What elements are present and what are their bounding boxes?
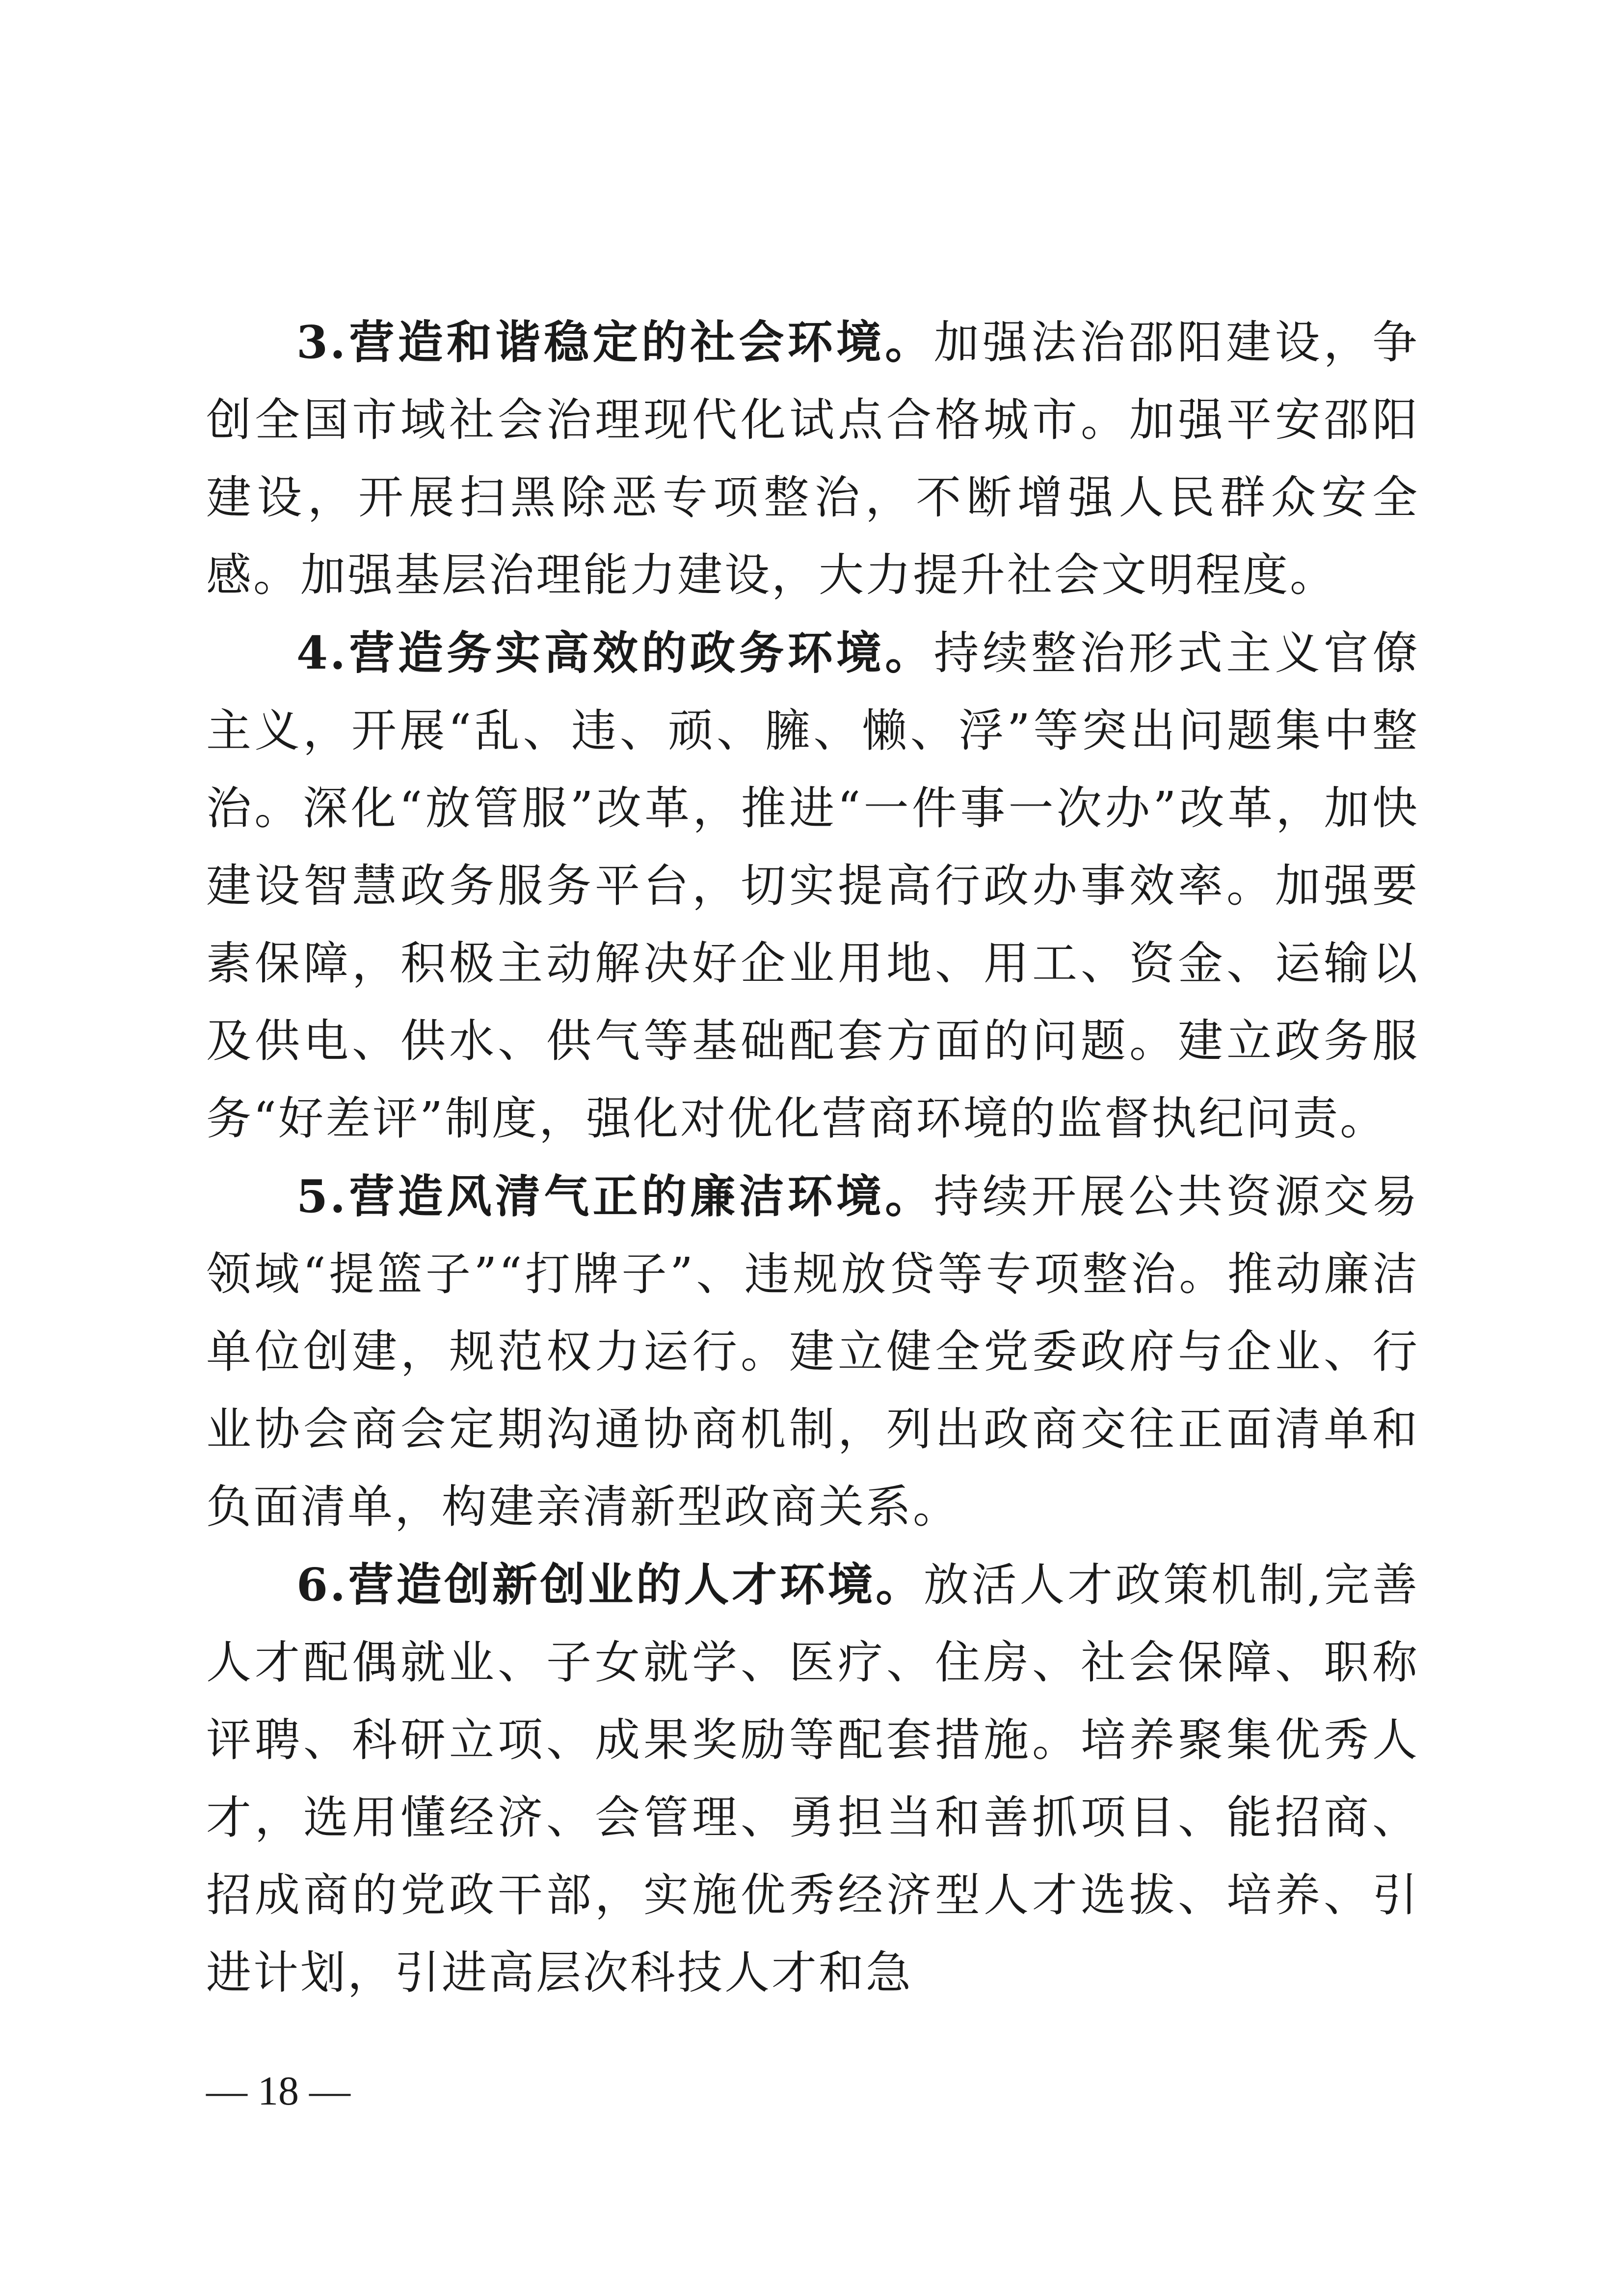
paragraph-integrity-environment [206,1158,1419,1546]
paragraph-heading: 3.营造和谐稳定的社会环境。 [296,316,934,369]
paragraph-heading: 5.营造风清气正的廉洁环境。 [296,1170,934,1223]
paragraph-government-environment [206,614,1419,1158]
paragraph-text: 持续整治形式主义官僚主义，开展“乱、违、顽、臃、懒、浮”等突出问题集中整治。深化“放管服”改革，推进“一件事一次办”改革，加快建设智慧政务服务平台，切实提高行政办事效率。加强要素保障，积极主动解决好企业用地、用工、资金、运输以及供电、供水、供气等基础配套方面的问题。建立政务服务“好差评”制度，强化对优化营商环境的监督执纪问责。 [206,627,1419,1145]
paragraph-text: 加强法治邵阳建设，争创全国市域社会治理现代化试点合格城市。加强平安邵阳建设，开展扫黑除恶专项整治，不断增强人民群众安全感。加强基层治理能力建设，大力提升社会文明程度。 [206,316,1419,601]
document-body [206,303,1419,2012]
paragraph-text: 放活人才政策机制,完善人才配偶就业、子女就学、医疗、住房、社会保障、职称评聘、科研立项、成果奖励等配套措施。培养聚集优秀人才，选用懂经济、会管理、勇担当和善抓项目、能招商、招成商的党政干部，实施优秀经济型人才选拔、培养、引进计划，引进高层次科技人才和急 [206,1559,1419,1999]
paragraph-text: 持续开展公共资源交易领域“提篮子”“打牌子”、违规放贷等专项整治。推动廉洁单位创建，规范权力运行。建立健全党委政府与企业、行业协会商会定期沟通协商机制，列出政商交往正面清单和负面清单，构建亲清新型政商关系。 [206,1170,1419,1533]
page-number: — 18 — [206,2068,350,2114]
paragraph-talent-environment [206,1546,1419,2012]
paragraph-heading: 6.营造创新创业的人才环境。 [296,1558,924,1611]
paragraph-heading: 4.营造务实高效的政务环境。 [296,626,934,679]
paragraph-social-environment [206,303,1419,614]
